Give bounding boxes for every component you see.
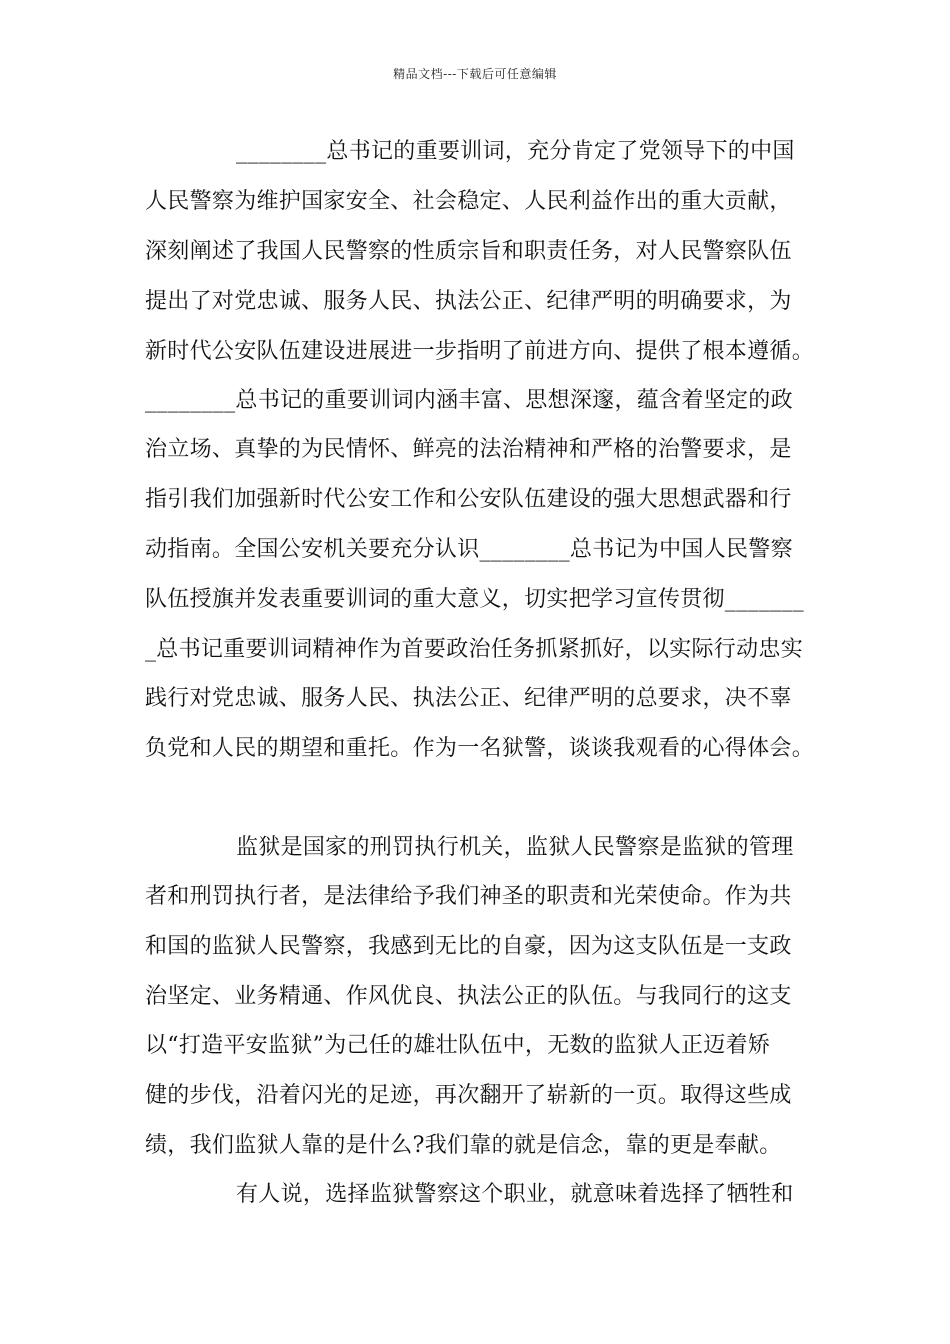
paragraph-line: 践行对党忠诚、服务人民、执法公正、纪律严明的总要求，决不辜 [145, 686, 792, 711]
paragraph-line: 提出了对党忠诚、服务人民、执法公正、纪律严明的明确要求，为 [145, 289, 792, 314]
paragraph-line: 指引我们加强新时代公安工作和公安队伍建设的强大思想武器和行 [145, 487, 792, 512]
paragraph-line: 以“打造平安监狱”为己任的雄壮队伍中，无数的监狱人正迈着矫 [145, 1033, 771, 1058]
paragraph-line: 者和刑罚执行者，是法律给予我们神圣的职责和光荣使命。作为共 [145, 884, 792, 909]
paragraph-line: 有人说，选择监狱警察这个职业，就意味着选择了牺牲和 [236, 1182, 794, 1207]
page-header: 精品文档---下载后可任意编辑 [393, 67, 557, 81]
paragraph-line: 治坚定、业务精通、作风优良、执法公正的队伍。与我同行的这支 [145, 984, 792, 1009]
paragraph-line: ________总书记的重要训词内涵丰富、思想深邃，蕴含着坚定的政 [145, 388, 793, 413]
paragraph-line: 队伍授旗并发表重要训词的重大意义，切实把学习宣传贯彻_______ [145, 587, 804, 612]
paragraph-line: _总书记重要训词精神作为首要政治任务抓紧抓好，以实际行动忠实 [145, 637, 804, 662]
paragraph-line: 负党和人民的期望和重托。作为一名狱警，谈谈我观看的心得体会。 [145, 736, 815, 761]
paragraph-line: 深刻阐述了我国人民警察的性质宗旨和职责任务，对人民警察队伍 [145, 239, 792, 264]
paragraph-line: 治立场、真挚的为民情怀、鲜亮的法治精神和严格的治警要求，是 [145, 437, 792, 462]
paragraph-line: 监狱是国家的刑罚执行机关，监狱人民警察是监狱的管理 [236, 835, 794, 860]
paragraph-line: 绩，我们监狱人靠的是什么?我们靠的就是信念，靠的更是奉献。 [145, 1133, 782, 1158]
paragraph-line: ________总书记的重要训词，充分肯定了党领导下的中国 [236, 139, 795, 164]
paragraph-line: 和国的监狱人民警察，我感到无比的自豪，因为这支队伍是一支政 [145, 934, 792, 959]
paragraph-line: 新时代公安队伍建设进展进一步指明了前进方向、提供了根本遵循。 [145, 339, 815, 364]
paragraph-line: 人民警察为维护国家安全、社会稳定、人民利益作出的重大贡献， [145, 189, 792, 214]
paragraph-line: 健的步伐，沿着闪光的足迹，再次翻开了崭新的一页。取得这些成 [145, 1083, 792, 1108]
paragraph-line: 动指南。全国公安机关要充分认识________总书记为中国人民警察 [145, 537, 793, 562]
